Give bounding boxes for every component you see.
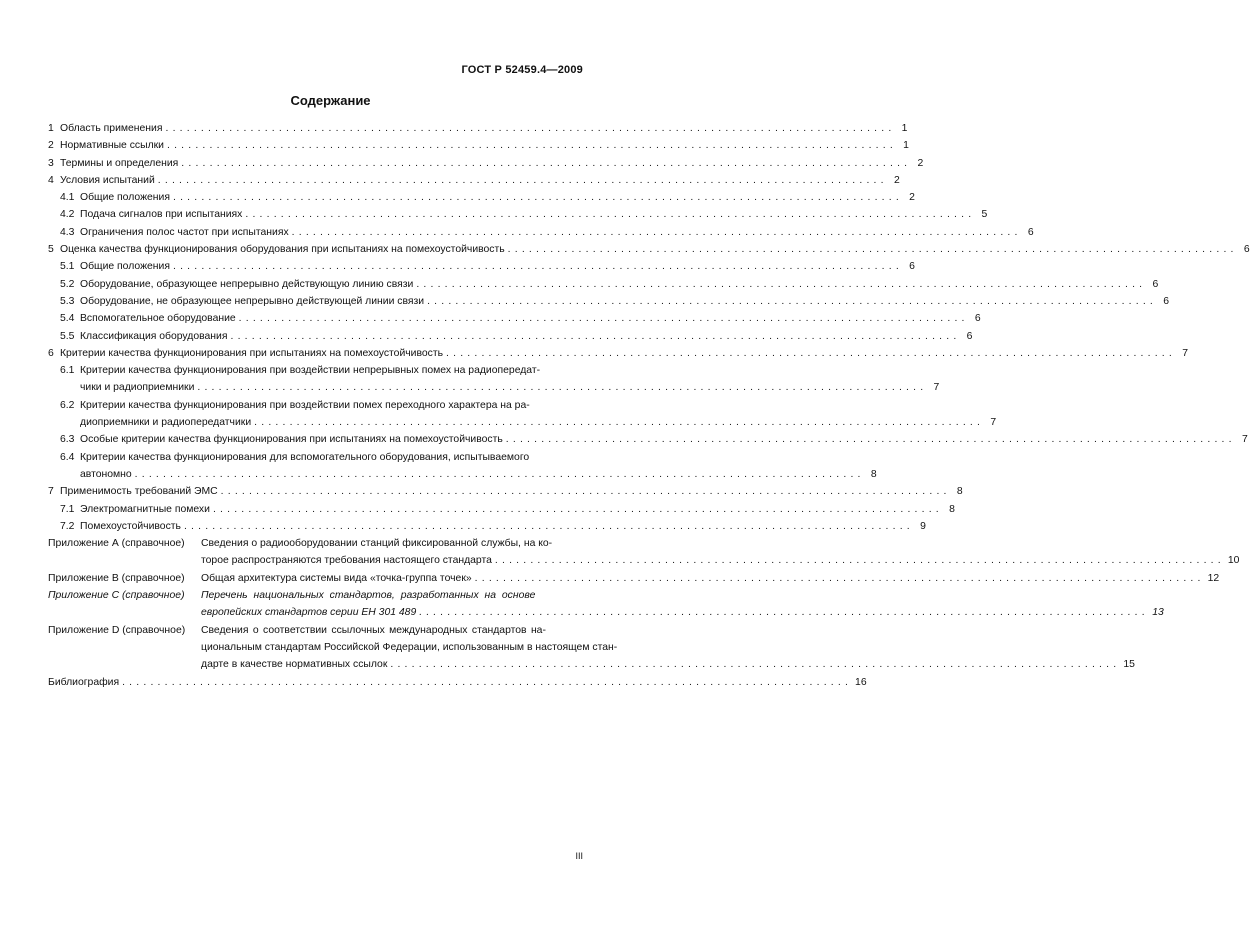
- toc-entry-2[interactable]: 2 Нормативные ссылки ....................................................................................................... 1: [48, 140, 909, 152]
- toc-page-number: 2: [917, 157, 924, 169]
- toc-appendix-d[interactable]: Приложение D (справочное) Сведения о соответствии ссылочных международных стандартов на- циональным стандартам Российской Федерации, использованным в настоящем стан- дарте в качестве нормативных ссылок ....................................................................................................... 15: [48, 624, 1135, 671]
- toc-appendix-a[interactable]: Приложение А (справочное) Сведения о радиооборудовании станций фиксированной службы, на ко- торое распространяются требования настоящего стандарта ....................................................................................................... 10: [48, 538, 1240, 567]
- toc-entry-4[interactable]: 4 Условия испытаний ....................................................................................................... 2: [48, 174, 900, 186]
- appendix-label: Приложение А (справочное): [48, 538, 185, 550]
- toc-entry-title-continued: диоприемники и радиопередатчики: [80, 417, 252, 429]
- toc-entry-6[interactable]: 6 Критерии качества функционирования при испытаниях на помехоустойчивость ....................................................................................................... 7: [48, 347, 1188, 359]
- toc-entry-number: 4.1: [60, 192, 75, 204]
- toc-entry-title: Применимость требований ЭМС: [60, 486, 218, 498]
- toc-entry-title: Термины и определения: [60, 157, 179, 169]
- toc-entry-title: Помехоустойчивость: [80, 520, 181, 532]
- toc-page-number: 7: [1241, 434, 1248, 446]
- toc-entry-number: 7.1: [60, 503, 75, 515]
- toc-entry-5-1[interactable]: 5.1 Общие положения ....................................................................................................... 6: [60, 261, 915, 273]
- toc-page-number: 6: [909, 261, 915, 273]
- document-header: ГОСТ Р 52459.4—2009: [461, 64, 583, 76]
- toc-entry-5-3[interactable]: 5.3 Оборудование, не образующее непрерывно действующей линии связи ....................................................................................................... 6: [60, 295, 1170, 307]
- toc-page-number: 7: [933, 382, 940, 394]
- toc-entry-title: Электромагнитные помехи: [80, 503, 210, 515]
- toc-entry-5-5[interactable]: 5.5 Классификация оборудования ....................................................................................................... 6: [60, 330, 973, 342]
- toc-entry-4-3[interactable]: 4.3 Ограничения полос частот при испытаниях ....................................................................................................... 6: [60, 226, 1034, 238]
- toc-page-number: 1: [903, 140, 909, 152]
- toc-entry-title: Условия испытаний: [60, 174, 155, 186]
- appendix-title-continued: дарте в качестве нормативных ссылок: [201, 659, 388, 671]
- toc-entry-number: 1: [48, 123, 54, 134]
- toc-page-number: 6: [1243, 244, 1250, 256]
- toc-entry-6-2[interactable]: 6.2 Критерии качества функционирования при воздействии помех переходного характера на ра- диоприемники и радиопередатчики ....................................................................................................... 7: [60, 399, 997, 429]
- toc-page-number: 8: [870, 468, 877, 480]
- toc-entry-3[interactable]: 3 Термины и определения ....................................................................................................... 2: [48, 157, 924, 169]
- appendix-label: Приложение В (справочное): [48, 572, 185, 584]
- toc-entry-title: Вспомогательное оборудование: [80, 313, 236, 325]
- page-number: III: [575, 851, 583, 861]
- toc-entry-number: 5.3: [60, 295, 75, 307]
- toc-entry-1[interactable]: 1 Область применения ....................................................................................................... 1: [48, 123, 908, 134]
- toc-entry-title: Классификация оборудования: [80, 330, 228, 342]
- toc-entry-title: Особые критерии качества функционирования при испытаниях на помехоустойчивость: [80, 434, 503, 446]
- toc-entry-number: 4: [48, 174, 54, 186]
- toc-page-number: 6: [974, 313, 981, 325]
- toc-entry-title: Нормативные ссылки: [60, 140, 164, 152]
- toc-entry-5-4[interactable]: 5.4 Вспомогательное оборудование ....................................................................................................... 6: [60, 313, 981, 325]
- toc-entry-number: 5.4: [60, 313, 75, 325]
- toc-entry-title: Оценка качества функционирования оборудования при испытаниях на помехоустойчивость: [60, 244, 505, 256]
- toc-entry-number: 6.3: [60, 434, 75, 446]
- appendix-title: Общая архитектура системы вида «точка-группа точек»: [201, 572, 472, 584]
- toc-page-number: 13: [1152, 607, 1164, 619]
- toc-page-number: 7: [990, 417, 997, 429]
- toc-page-number: 6: [1027, 226, 1034, 238]
- toc-entry-title-continued: автономно: [80, 468, 132, 480]
- toc-appendix-c[interactable]: Приложение С (справочное) Перечень национальных стандартов, разработанных на основе европейских стандартов серии ЕН 301 489 ....................................................................................................... 13: [48, 590, 1164, 619]
- toc-entry-title-continued: чики и радиоприемники: [80, 382, 195, 394]
- toc-entry-title: Критерии качества функционирования при испытаниях на помехоустойчивость: [60, 347, 444, 359]
- toc-page-number: 10: [1227, 555, 1240, 567]
- toc-entry-7-1[interactable]: 7.1 Электромагнитные помехи ....................................................................................................... 8: [60, 503, 955, 515]
- toc-entry-title: Подача сигналов при испытаниях: [80, 209, 243, 221]
- toc-entry-number: 5.1: [60, 261, 75, 273]
- appendix-label: Приложение С (справочное): [48, 590, 185, 602]
- toc-entry-number: 3: [48, 157, 54, 169]
- toc-entry-4-2[interactable]: 4.2 Подача сигналов при испытаниях ....................................................................................................... 5: [60, 209, 988, 221]
- toc-entry-number: 6.2: [60, 399, 75, 411]
- toc-entry-title: Оборудование, образующее непрерывно действующую линию связи: [80, 278, 414, 290]
- toc-entry-7-2[interactable]: 7.2 Помехоустойчивость ....................................................................................................... 9: [60, 520, 926, 532]
- toc-entry-6-3[interactable]: 6.3 Особые критерии качества функционирования при испытаниях на помехоустойчивость ....................................................................................................... 7: [60, 434, 1248, 446]
- toc-entry-number: 5.5: [60, 330, 75, 342]
- toc-entry-title: Критерии качества функционирования для вспомогательного оборудования, испытываемого: [80, 451, 530, 463]
- toc-entry-5[interactable]: 5 Оценка качества функционирования оборудования при испытаниях на помехоустойчивость ....................................................................................................... 6: [48, 244, 1250, 256]
- toc-entry-title: Критерии качества функционирования при воздействии помех переходного характера на ра-: [80, 399, 530, 411]
- toc-entry-title: Критерии качества функционирования при воздействии непрерывных помех на радиопередат-: [80, 365, 541, 377]
- toc-entry-number: 7: [48, 486, 54, 498]
- toc-entry-title: Область применения: [60, 123, 163, 134]
- toc-entry-number: 4.2: [60, 209, 75, 221]
- toc-page-number: 12: [1207, 572, 1220, 584]
- toc-entry-title: Ограничения полос частот при испытаниях: [80, 226, 289, 238]
- toc-page-number: 16: [855, 676, 867, 688]
- toc-page-number: 6: [1163, 295, 1170, 307]
- toc-entry-number: 5.2: [60, 278, 75, 290]
- toc-entry-title: Общие положения: [80, 261, 170, 273]
- toc-entry-5-2[interactable]: 5.2 Оборудование, образующее непрерывно действующую линию связи ....................................................................................................... 6: [60, 278, 1159, 290]
- appendix-title: Перечень национальных стандартов, разработанных на основе: [201, 590, 536, 602]
- appendix-title-continued: европейских стандартов серии ЕН 301 489: [201, 607, 417, 619]
- appendix-title: Сведения о соответствии ссылочных международных стандартов на-: [201, 624, 546, 636]
- toc-entry-number: 6.4: [60, 451, 75, 463]
- toc-page-number: 1: [901, 123, 908, 134]
- toc-page-number: 7: [1182, 347, 1188, 359]
- toc-entry-6-1[interactable]: 6.1 Критерии качества функционирования при воздействии непрерывных помех на радиопередат- чики и радиоприемники ....................................................................................................... 7: [60, 365, 940, 394]
- toc-appendix-b[interactable]: Приложение В (справочное) Общая архитектура системы вида «точка-группа точек» ....................................................................................................... 12: [48, 572, 1220, 584]
- table-of-contents: [48, 120, 1250, 691]
- toc-entry-number: 4.3: [60, 226, 75, 238]
- toc-entry-number: 6.1: [60, 365, 75, 377]
- toc-entry-number: 7.2: [60, 520, 75, 532]
- toc-entry-title: Общие положения: [80, 192, 170, 204]
- toc-page-number: 2: [909, 192, 915, 204]
- toc-entry-number: 5: [48, 244, 54, 256]
- toc-page-number: 8: [949, 503, 955, 515]
- toc-bibliography[interactable]: Библиография ....................................................................................................... 16: [48, 676, 867, 688]
- toc-entry-7[interactable]: 7 Применимость требований ЭМС ....................................................................................................... 8: [48, 486, 963, 498]
- page-title: Содержание: [290, 93, 371, 108]
- appendix-title-continued: торое распространяются требования настоящего стандарта: [201, 555, 492, 567]
- toc-page-number: 9: [920, 520, 926, 532]
- toc-page-number: 6: [1152, 278, 1159, 290]
- toc-page-number: 6: [966, 330, 973, 342]
- toc-page-number: 8: [956, 486, 963, 498]
- toc-entry-title: Оборудование, не образующее непрерывно действующей линии связи: [80, 295, 425, 307]
- appendix-label: Приложение D (справочное): [48, 624, 186, 636]
- toc-page-number: 5: [981, 209, 988, 221]
- appendix-title-continued: циональным стандартам Российской Федерации, использованным в настоящем стан-: [201, 641, 618, 653]
- appendix-title: Сведения о радиооборудовании станций фиксированной службы, на ко-: [201, 538, 553, 550]
- toc-entry-6-4[interactable]: 6.4 Критерии качества функционирования для вспомогательного оборудования, испытываемого автономно ....................................................................................................... 8: [60, 451, 877, 480]
- toc-page-number: 15: [1123, 659, 1135, 671]
- toc-entry-4-1[interactable]: 4.1 Общие положения ....................................................................................................... 2: [60, 192, 915, 204]
- toc-entry-number: 2: [48, 140, 54, 152]
- toc-entry-title: Библиография: [48, 676, 120, 688]
- toc-entry-number: 6: [48, 347, 54, 359]
- toc-page-number: 2: [893, 174, 900, 186]
